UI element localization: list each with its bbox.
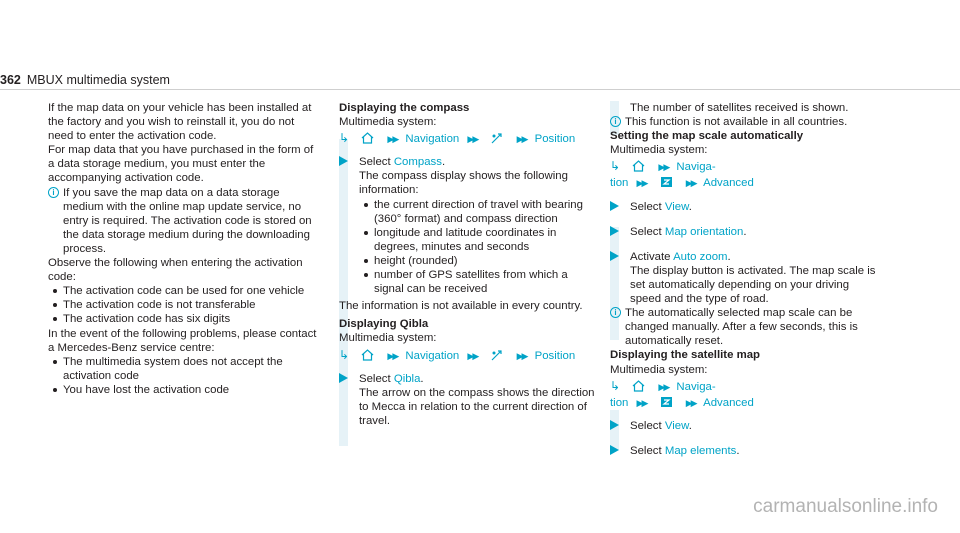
step-line xyxy=(630,419,880,433)
info-icon: i xyxy=(610,307,621,318)
step-text: . xyxy=(736,444,740,457)
watermark: carmanualsonline.info xyxy=(753,496,938,517)
chevron-icon: ▶▶ xyxy=(516,350,527,361)
return-arrow-icon: ↳ xyxy=(610,378,621,393)
triangle-step-icon xyxy=(339,156,348,166)
list-item: The activation code is not transferable xyxy=(48,298,320,312)
return-arrow-icon: ↳ xyxy=(339,347,350,362)
page-header xyxy=(0,0,960,90)
triangle-step-icon xyxy=(610,251,619,261)
list-item: number of GPS satellites from which a signal can be received xyxy=(359,268,596,296)
chevron-icon: ▶▶ xyxy=(387,134,398,145)
step-text: . xyxy=(727,250,731,263)
header-divider xyxy=(0,89,960,90)
step-text: Select xyxy=(630,444,665,457)
chevron-icon: ▶▶ xyxy=(636,397,647,408)
paragraph: If the map data on your vehicle has been installed at the factory and you wish to reinstall it, you do not need to enter the activation code. xyxy=(48,102,312,143)
path-position[interactable]: Position xyxy=(534,133,576,146)
step-text: Select xyxy=(359,156,394,169)
path-navigation[interactable]: Naviga- xyxy=(676,380,716,393)
position-icon xyxy=(490,349,503,361)
step-description: The compass display shows the following information: xyxy=(359,170,568,197)
menu-path xyxy=(610,396,880,410)
path-position[interactable]: Position xyxy=(534,349,576,362)
step xyxy=(610,225,880,239)
path-advanced[interactable]: Advanced xyxy=(703,396,754,409)
info-icon: i xyxy=(48,187,59,198)
info-note xyxy=(610,115,880,129)
qibla-link[interactable]: Qibla xyxy=(393,372,421,385)
ms-label: Multimedia system: xyxy=(610,363,708,376)
paragraph: The information is not available in every country. xyxy=(339,300,583,313)
step xyxy=(610,200,880,214)
running-title: MBUX multimedia system xyxy=(26,73,170,87)
view-link[interactable]: View xyxy=(664,200,689,213)
chevron-icon: ▶▶ xyxy=(387,350,398,361)
paragraph: The number of satellites received is shown. xyxy=(630,102,849,114)
triangle-step-icon xyxy=(610,201,619,211)
list-item: You have lost the activation code xyxy=(48,383,320,397)
note-text: If you save the map data on a data storage medium with the online map update service, no entry is required. The activation code is stored on the data storage medium during the downloading process. xyxy=(63,186,312,255)
step-line xyxy=(630,225,880,239)
column-left xyxy=(48,101,320,397)
paragraph: For map data that you have purchased in the form of a data storage medium, you must enter the accompanying activation code. xyxy=(48,144,314,185)
step-line xyxy=(359,372,596,386)
settings-z-icon xyxy=(660,176,673,188)
chevron-icon: ▶▶ xyxy=(516,134,527,145)
chevron-icon: ▶▶ xyxy=(658,162,669,173)
step xyxy=(610,444,880,458)
page-number: 362 xyxy=(0,73,21,87)
menu-path xyxy=(339,348,596,363)
triangle-step-icon xyxy=(610,226,619,236)
info-icon: i xyxy=(610,116,621,127)
info-note xyxy=(610,306,880,348)
step-description: The display button is activated. The map scale is set automatically depending on your driving speed and the type of road. xyxy=(630,264,876,306)
chevron-icon: ▶▶ xyxy=(658,381,669,392)
page-number-line xyxy=(0,73,228,87)
list-item: The multimedia system does not accept the activation code xyxy=(48,355,320,383)
info-note xyxy=(48,186,320,256)
triangle-step-icon xyxy=(339,373,348,383)
ms-label: Multimedia system: xyxy=(339,116,437,129)
note-text: This function is not available in all countries. xyxy=(625,116,848,129)
ms-label: Multimedia system: xyxy=(339,332,437,345)
list-item: The activation code has six digits xyxy=(48,312,320,326)
step-line xyxy=(359,155,596,169)
step xyxy=(339,372,596,428)
list-item: height (rounded) xyxy=(359,254,596,268)
chevron-icon: ▶▶ xyxy=(685,397,696,408)
auto-zoom-link[interactable]: Auto zoom xyxy=(673,250,728,263)
menu-path xyxy=(610,176,880,190)
column-middle xyxy=(339,101,596,428)
step-text: . xyxy=(441,156,446,169)
step-description: The arrow on the compass shows the direction to Mecca in relation to the current direction of travel. xyxy=(359,386,595,427)
ms-label: Multimedia system: xyxy=(610,144,708,157)
chevron-icon: ▶▶ xyxy=(467,350,478,361)
step-line xyxy=(630,250,880,264)
step xyxy=(610,419,880,433)
compass-link[interactable]: Compass xyxy=(393,156,442,169)
section-heading: Displaying the compass xyxy=(339,102,470,114)
step-text: . xyxy=(743,225,747,238)
section-heading: Displaying Qibla xyxy=(339,318,429,331)
step xyxy=(610,250,880,306)
home-icon xyxy=(632,160,645,172)
step-line xyxy=(630,200,880,214)
step xyxy=(339,155,596,296)
triangle-step-icon xyxy=(610,420,619,430)
list-item: the current direction of travel with bearing (360° format) and compass direction xyxy=(359,198,596,226)
step-text: . xyxy=(688,200,692,213)
chevron-icon: ▶▶ xyxy=(636,178,647,189)
position-icon xyxy=(490,132,503,144)
chevron-icon: ▶▶ xyxy=(467,134,478,145)
bullet-list xyxy=(48,355,320,397)
section-heading: Displaying the satellite map xyxy=(610,349,761,362)
step-line xyxy=(630,444,880,458)
map-elements-link[interactable]: Map elements xyxy=(664,444,737,457)
view-link[interactable]: View xyxy=(664,419,689,432)
step-text: Select xyxy=(359,372,394,385)
chevron-icon: ▶▶ xyxy=(685,178,696,189)
path-navigation[interactable]: Navigation xyxy=(405,133,460,146)
path-advanced[interactable]: Advanced xyxy=(703,177,754,190)
menu-path xyxy=(339,131,596,146)
list-item: longitude and latitude coordinates in degrees, minutes and seconds xyxy=(359,226,596,254)
settings-z-icon xyxy=(660,396,673,408)
paragraph: In the event of the following problems, please contact a Mercedes-Benz service centre: xyxy=(48,327,317,354)
home-icon xyxy=(361,132,374,144)
paragraph: Observe the following when entering the activation code: xyxy=(48,257,303,284)
menu-path xyxy=(610,379,880,394)
step-text: . xyxy=(688,419,692,432)
bullet-list xyxy=(48,284,320,326)
home-icon xyxy=(361,349,374,361)
step-text: Select xyxy=(630,419,665,432)
column-right xyxy=(610,101,880,458)
return-arrow-icon: ↳ xyxy=(610,159,621,174)
path-navigation[interactable]: Naviga- xyxy=(676,161,716,174)
list-item: The activation code can be used for one vehicle xyxy=(48,284,320,298)
path-navigation[interactable]: tion xyxy=(610,396,629,409)
step-text: Activate xyxy=(630,250,674,263)
return-arrow-icon: ↳ xyxy=(339,131,350,146)
path-navigation[interactable]: Navigation xyxy=(405,349,460,362)
section-heading: Setting the map scale automatically xyxy=(610,130,804,143)
step-text: Select xyxy=(630,225,665,238)
triangle-step-icon xyxy=(610,445,619,455)
path-navigation[interactable]: tion xyxy=(610,177,629,190)
home-icon xyxy=(632,380,645,392)
bullet-list xyxy=(359,198,596,297)
step-text: Select xyxy=(630,200,665,213)
menu-path xyxy=(610,159,880,174)
map-orientation-link[interactable]: Map orientation xyxy=(664,225,744,238)
note-text: The automatically selected map scale can be changed manually. After a few seconds, this is automatically reset. xyxy=(625,307,858,348)
step-text: . xyxy=(420,372,424,385)
